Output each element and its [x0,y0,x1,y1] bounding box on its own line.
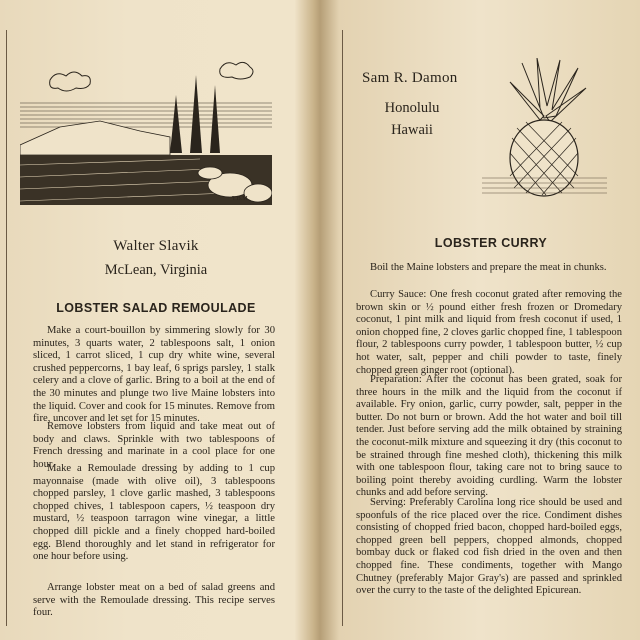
left-paragraph-1: Make a court-bouillon by simmering slowly for 30 minutes, 3 quarts water, 2 tablespoons salt, 1 onion sliced, 1 carrot sliced, 1 cup dry white wine, several crushed peppercorns, 1 bay leaf, 6 sprigs parsley, 1 stalk celery and a clove of garlic. Bring to a boil at the end of the 30 minutes and plunge two live Maine lobsters into the liquid. Cover and cook for 15 minutes. Remove from fire, uncover and let set for 15 minutes. [33,325,275,425]
right-paragraph-2: Curry Sauce: One fresh coconut grated after removing the brown skin or ½ pound either fresh frozen or Dromedary coconut, 1 pint milk and liquid from fresh coconut if used, 1 onion chopped fine, 2 cloves garlic chopped fine, 1 tablespoon flour, 2 tablespoons curry powder, 1 tablespoon butter, ½ cup hot water, salt, pepper and chili powder to taste, finely chopped green ginger root (optional). [356,289,622,376]
left-paragraph-3: Make a Remoulade dressing by adding to 1 cup mayonnaise (made with olive oil), 3 tablespoons chopped parsley, 1 clove garlic mashed, 3 tablespoons chopped chives, 1 tablespoon capers, ½ teaspoon dry mustard, ½ teaspoon tarragon wine vinegar, a little chopped dill pickle and a finely chopped hard-boiled egg. Blend thoroughly and let stand in refrigerator for one hour before using. [33,463,275,563]
left-author-last: Slavik [158,238,199,254]
right-paragraph-4: Serving: Preferably Carolina long rice should be used and spoonfuls of the rice placed over the rice. Condiment dishes consisting of chopped fried bacon, chopped hard-boiled eggs, chopped green bell peppers, chopped almonds, chopped bombay duck or flaked cod fish dried in the oven and then chopped fine. These condiments, together with Mango Chutney (preferably Major Gray's) are passed and sprinkled over the curry to the taste of the delighted Epicurean. [356,497,622,597]
right-location-state: Hawaii [391,122,433,138]
left-location: McLean, Virginia [104,262,208,278]
right-author-name [362,70,482,87]
right-recipe-title: LOBSTER CURRY [434,236,548,250]
right-author-last: Damon [411,70,458,86]
right-paragraph-1: Boil the Maine lobsters and prepare the meat in chunks. [370,262,607,273]
left-author-name [30,238,282,255]
left-paragraph-4: Arrange lobster meat on a bed of salad greens and serve with the Remoulade dressing. This recipe serves four. [33,582,275,619]
right-paragraph-3: Preparation: After the coconut has been grated, soak for three hours in the milk and the liquid from the coconut if available. Fry onion, garlic, curry powder, salt, pepper in the butter. Do not burn or brown. Add the hot water and boil till tender. Just before serving add the milk obtained by straining the coconut-milk mixture and squeezing it dry (this coconut to be strained through fine meshed cloth), thickening this milk with one tablespoon flour, taking care not to bring sauce to boiling point thereby avoiding curdling. Warm the lobster chunks and add before serving. [356,374,622,499]
illustration-signature: T.B.M. [232,196,250,202]
right-location-city: Honolulu [384,100,440,116]
landscape-illustration [20,55,272,205]
left-recipe-title: LOBSTER SALAD REMOULADE [56,301,256,315]
pineapple-illustration [482,58,607,198]
right-author-first: Sam R. [362,70,408,86]
left-paragraph-2: Remove lobsters from liquid and take meat out of body and claws. Sprinkle with two tablespoons of French dressing and marinate in a cool place for one hour. [33,421,275,470]
left-author-first: Walter [113,238,155,254]
